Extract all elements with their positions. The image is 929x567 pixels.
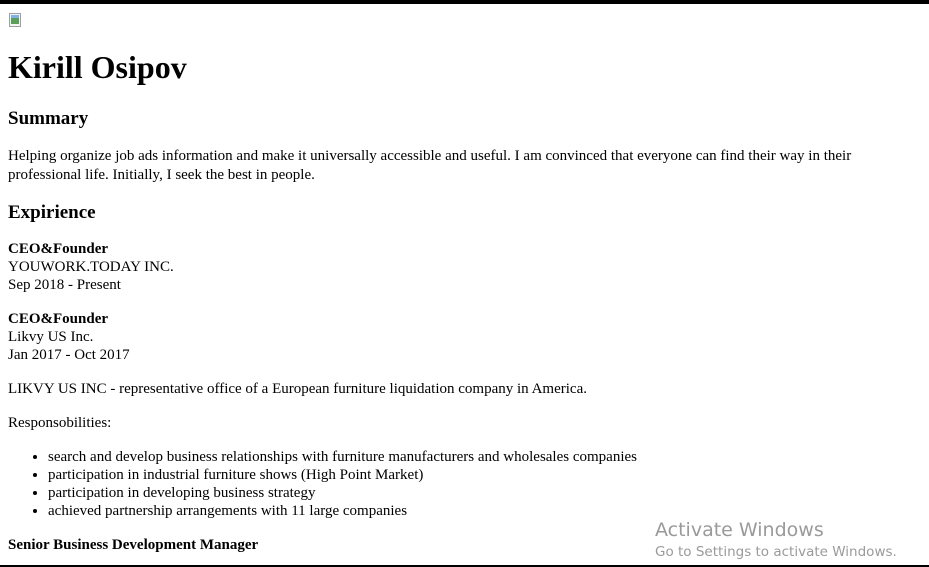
top-border (0, 0, 929, 4)
job-role: Senior Business Development Manager (8, 537, 259, 553)
watermark-subtitle: Go to Settings to activate Windows. (655, 544, 897, 560)
resume-content (8, 12, 920, 554)
job-entry (8, 240, 920, 294)
job-company: YOUWORK.TODAY INC. (8, 259, 174, 275)
watermark-title: Activate Windows (655, 519, 824, 541)
job-period: Sep 2018 - Present (8, 277, 121, 293)
broken-image-icon (8, 12, 24, 28)
list-item: • participation in developing business strategy (48, 484, 920, 502)
list-item: • achieved partnership arrangements with 11 large companies (48, 502, 920, 520)
job-period: Jan 2017 - Oct 2017 (8, 347, 130, 363)
summary-text: Helping organize job ads information and make it universally accessible and useful. I am convinced that everyone can find their way in their professional life. Initially, I seek the best in people. (8, 148, 852, 183)
list-item: • search and develop business relationships with furniture manufacturers and wholesales companies (48, 448, 920, 466)
responsibilities-list (8, 448, 920, 520)
job-entry (8, 310, 920, 364)
summary-heading: Summary (8, 108, 89, 129)
activation-watermark (655, 519, 897, 561)
job-role: CEO&Founder (8, 311, 109, 327)
profile-name: Kirill Osipov (8, 49, 187, 85)
job-role: CEO&Founder (8, 241, 109, 257)
list-item: • participation in industrial furniture shows (High Point Market) (48, 466, 920, 484)
experience-heading: Expirience (8, 202, 96, 223)
job-description: LIKVY US INC - representative office of a European furniture liquidation company in America. (8, 381, 587, 397)
job-company: Likvy US Inc. (8, 329, 94, 345)
responsibilities-label: Responsobilities: (8, 415, 112, 431)
